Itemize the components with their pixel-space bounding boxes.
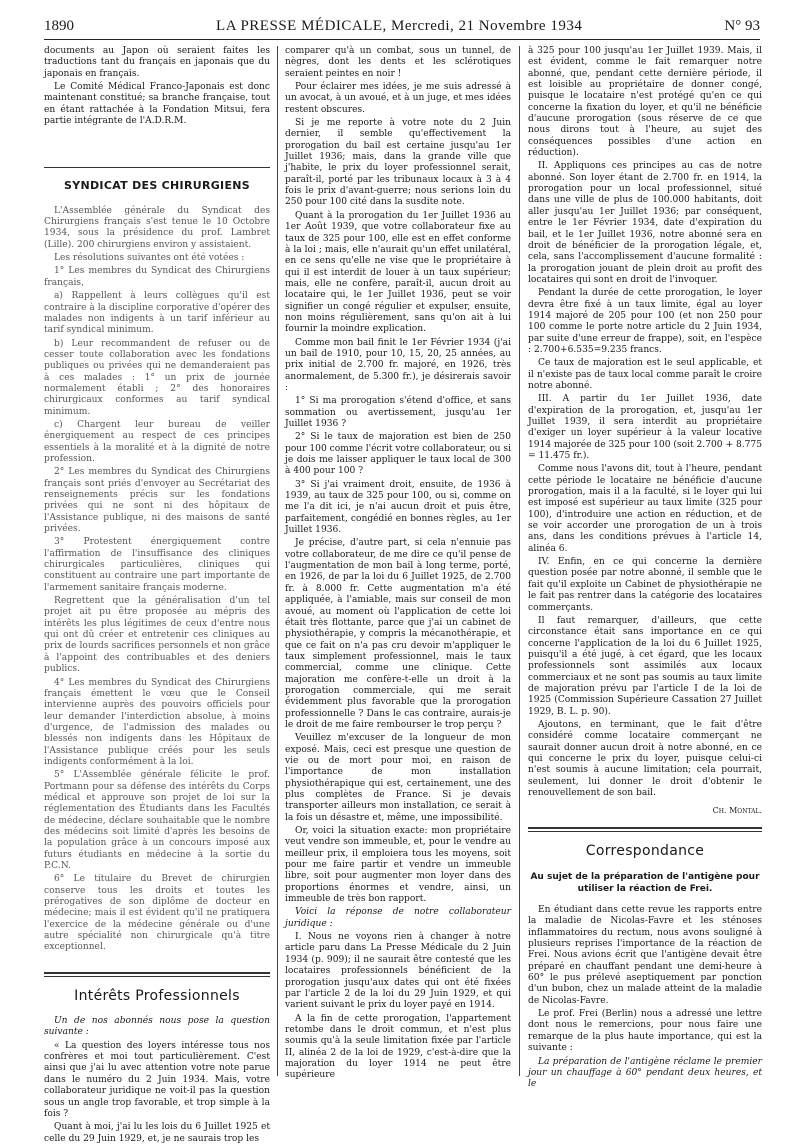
paragraph: Comme mon bail finit le 1er Février 1934 (j'ai un bail de 1910, pour 10, 15, 20, 25 années, au prix initial de 2.700 fr. majoré, en 1926, très anormalement, de 5.300 fr.), je désirerais savoir : [285,337,511,393]
paragraph: 2° Si le taux de majoration est bien de 250 pour 100 comme l'écrit votre collaborateur, ou si je dois me laisser appliquer le taux local de 300 à 400 pour 100 ? [285,432,511,477]
paragraph: II. Appliquons ces principes au cas de notre abonné. Son loyer étant de 2.700 fr. en 1914, la prorogation pour un local professionnel, situé dans une ville de plus de 100.000 habitants, doit aller jusqu'au 1er Juillet 1936; par conséquent, entre le 1er Février 1934, date d'expiration du bail, et le 1er Juillet 1936, notre abonné sera en droit de bénéficier de la prorogation légale, et, cela, sans l'accomplissement d'aucune formalité : la prorogation jouant de plein droit au profit des locataires qui sont en droit de l'invoquer. [528,161,762,285]
issue-number: N° 93 [724,18,760,34]
column-divider [519,46,520,1076]
paragraph: 3° Protestent énergiquement contre l'affirmation de l'insuffisance des cliniques chirurgicales particulières, cliniques qui constituent au contraire une part importante de l'armement sanitaire français moderne. [44,537,270,593]
paragraph: Pour éclairer mes idées, je me suis adressé à un avocat, à un avoué, et à un juge, et mes idées restent obscures. [285,82,511,115]
paragraph: A la fin de cette prorogation, l'appartement retombe dans le droit commun, et n'est plus soumis qu'à la seule limitation fixée par l'article II, alinéa 2 de la loi de 1929, c'est-à-dire que la majoration du loyer 1914 ne peut être supérieure [285,1013,511,1081]
paragraph: La préparation de l'antigène réclame le premier jour un chauffage à 60° pendant deux heures, et le [528,1056,762,1090]
paragraph: Le prof. Frei (Berlin) nous a adressé une lettre dont nous le remercions, pour nous faire une remarque de la plus haute importance, qui est la suivante : [528,1009,762,1054]
section-title-interets: Intérêts Professionnels [74,987,240,1004]
paragraph: Il faut remarquer, d'ailleurs, que cette circonstance était sans importance en ce qui concerne l'application de la loi du 6 Juillet 1925, puisqu'il a été jugé, à cet égard, que les locaux professionnels sont assimilés aux locaux commerciaux et ne sont pas soumis au taux limite de majoration prévu par l'article I de la loi de 1925 (Commission Supérieure Cassation 27 Juillet 1929, B. L. p. 90). [528,615,762,717]
paragraph: « La question des loyers intéresse tous nos confrères et moi tout particulièrement. C'est ainsi que j'ai lu avec attention votre note parue dans le numéro du 2 Juin 1934. Mais, votre collaborateur juridique ne voit-il pas la question sous un angle trop favorable, et trop simple à la fois ? [44,1040,270,1119]
author-signature: Ch. Montal. [712,806,762,816]
section-title-syndicat: SYNDICAT DES CHIRURGIENS [64,179,250,193]
paragraph: 2° Les membres du Syndicat des Chirurgiens français sont priés d'envoyer au Secrétariat des renseignements précis sur les fondations privées qui ne sont ni des hôpitaux de l'Assistance publique, ni des maisons de santé privées. [44,467,270,535]
column-1 [44,46,270,1144]
page-header [44,14,760,40]
paragraph: à 325 pour 100 jusqu'au 1er Juillet 1939. Mais, il est évident, comme le fait remarquer notre abonné, que, pendant cette dernière période, il est loisible au propriétaire de donner congé, puisque le locataire n'est protégé qu'en ce qui concerne la fixation du loyer, et qu'il ne bénéficie d'aucune prorogation (sous réserve de ce que nous dirons tout à l'heure, au sujet des conséquences possibles d'une action en réduction). [528,46,762,159]
paragraph: c) Chargent leur bureau de veiller énergiquement au respect de ces principes essentiels à la moralité et à la dignité de notre profession. [44,419,270,464]
column-2 [285,46,511,1081]
column-3 [528,46,762,1090]
paragraph: Ajoutons, en terminant, que le fait d'être considéré comme locataire commerçant ne saurait donner aucun droit à notre abonné, en ce qui concerne le prix du loyer, puisque celui-ci n'est soumis à aucune limitation; cela pourrait, seulement, lui donner le droit d'obtenir le renouvellement de son bail. [528,719,762,798]
column-divider [277,46,278,1076]
paragraph: En étudiant dans cette revue les rapports entre la maladie de Nicolas-Favre et les sténoses inflammatoires du rectum, nous avons souligné à plusieurs reprises l'importance de la réaction de Frei. Nous avions écrit que l'antigène devait être préparé en chauffant pendant une demi-heure à 60° le pus prélevé aseptiquement par ponction d'un bubon, chez un malade atteint de la maladie de Nicolas-Favre. [528,905,762,1006]
syndicat-body [44,206,270,954]
paragraph: a) Rappellent à leurs collègues qu'il est contraire à la discipline corporative d'opérer des malades non indigents à un tarif inférieur au tarif syndical minimum. [44,291,270,336]
paragraph: Un de nos abonnés nous pose la question suivante : [44,1016,270,1038]
paragraph: documents au Japon où seraient faites les traductions tant du français en japonais que du japonais en français. [44,46,270,79]
paragraph: Veuillez m'excuser de la longueur de mon exposé. Mais, ceci est presque une question de vie ou de mort pour moi, en raison de l'importance de mon installation physiothérapique qui est, certainement, une des plus complètes de France. Si je devais transporter ailleurs mon installation, ce serait à la fois un désastre et, même, une impossibilité. [285,733,511,823]
paragraph: Le Comité Médical Franco-Japonais est donc maintenant constitué; sa branche française, tout en étant rattachée à la Fondation Mitsui, fera partie intégrante de l'A.D.R.M. [44,82,270,127]
paragraph: L'Assemblée générale du Syndicat des Chirurgiens français s'est tenue le 10 Octobre 1934, sous la présidence du prof. Lambret (Lille). 200 chirurgiens environ y assistaient. [44,205,270,250]
paragraph: Comme nous l'avons dit, tout à l'heure, pendant cette période le locataire ne bénéficie d'aucune prorogation, mais il a la faculté, si le loyer qui lui est imposé est supérieur au taux limite (325 pour 100), d'introduire une action en réduction, et de se voir accorder une prorogation de un à trois ans, dans les conditions prévues à l'article 14, alinéa 6. [528,464,762,554]
paragraph: Or, voici la situation exacte: mon propriétaire veut vendre son immeuble, et, pour le vendre au meilleur prix, il emploiera tous les moyens, soit pour me faire partir et vendre un immeuble libre, soit pour augmenter mon loyer dans des proportions énormes et vendre, ainsi, un immeuble de très bon rapport. [285,826,511,905]
paragraph: I. Nous ne voyons rien à changer à notre article paru dans La Presse Médicale du 2 Juin 1934 (p. 909); il ne saurait être contesté que les locataires professionnels bénéficient de la prorogation jusqu'aux dates qui ont été fixées par l'article 2 de la loi du 29 Juin 1929, et qui varient suivant le prix du loyer payé en 1914. [285,932,511,1011]
paragraph: Si je me reporte à votre note du 2 Juin dernier, il semble qu'effectivement la prorogation du bail est certaine jusqu'au 1er Juillet 1936; mais, dans la grande ville que j'habite, le prix du loyer professionnel serait, paraît-il, porté par les tribunaux locaux à 3 à 4 fois le prix d'avant-guerre; nous serions loin du 250 pour 100 cité dans la susdite note. [285,118,511,208]
section-divider [528,827,762,832]
page-number: 1890 [44,18,74,34]
paragraph: Regrettent que la généralisation d'un tel projet ait pu être proposée au mépris des intérêts les plus légitimes de ceux d'entre nous qui ont dû créer et entretenir ces cliniques au prix de lourds sacrifices personnels et non grâce à l'appoint des contribuables et des deniers publics. [44,596,270,675]
paragraph: Ce taux de majoration est le seul applicable, et il n'existe pas de taux local comme paraît le croire notre abonné. [528,358,762,391]
section-divider [44,167,270,168]
paragraph: III. A partir du 1er Juillet 1936, date d'expiration de la prorogation, et, jusqu'au 1er Juillet 1939, il sera interdit au propriétaire d'exiger un loyer supérieur à la valeur locative 1914 majorée de 325 pour 100 (soit 2.700 + 8.775 = 11.475 fr.). [528,394,762,462]
journal-title: LA PRESSE MÉDICALE, Mercredi, 21 Novembre 1934 [216,18,583,34]
paragraph: 6° Le titulaire du Brevet de chirurgien conserve tous les droits et toutes les prérogatives de son diplôme de docteur en médecine; mais il est évident qu'il ne pratiquera l'exercice de la médecine générale ou d'une autre spécialité non chirurgicale qu'à titre exceptionnel. [44,874,270,953]
paragraph: Je précise, d'autre part, si cela n'ennuie pas votre collaborateur, de me dire ce qu'il pense de l'augmentation de mon bail à long terme, porté, en 1926, de par la loi du 6 Juillet 1925, de 2.700 fr. à 8.000 fr. Cette augmentation m'a été appliquée, à l'amiable, mais sur conseil de mon avoué, au moment où l'application de cette loi était très flottante, parce que j'ai un cabinet de physiothérapie, y compris la mécanothérapie, et que ce fait on n'a pas cru devoir m'appliquer le taux simplement professionnel, mais le taux commercial, comme une clinique. Cette majoration me confère-t-elle un droit à la prorogation commerciale, qui me serait évidemment plus favorable que la prorogation professionnelle ? Dans le cas contraire, aurais-je le droit de me faire rembourser le trop perçu ? [285,538,511,730]
section-divider [44,972,270,977]
paragraph: Les résolutions suivantes ont été votées : [54,253,245,264]
section-title-correspondance: Correspondance [585,842,705,859]
paragraph: comparer qu'à un combat, sous un tunnel, de nègres, dont les dents et les sclérotiques seraient peintes en noir ! [285,46,511,79]
paragraph: 1° Si ma prorogation s'étend d'office, et sans sommation ou avertissement, jusqu'au 1er Juillet 1936 ? [285,396,511,429]
article-subtitle: Au sujet de la préparation de l'antigène pour utiliser la réaction de Frei. [530,872,760,895]
paragraph: Quant à la prorogation du 1er Juillet 1936 au 1er Août 1939, que votre collaborateur fixe au taux de 325 pour 100, elle est en effet conforme à la loi ; mais, elle n'aurait qu'un effet unilatéral, en ce sens qu'elle ne vise que le propriétaire à qui il est interdit de louer à un taux supérieur; mais, elle ne confère, paraît-il, aucun droit au locataire qui, le 1er Juillet 1936, peut se voir signifier un congé régulier et expulser, ensuite, non moins régulièrement, sans qu'on ait à lui fournir la moindre explication. [285,210,511,335]
paragraph: 5° L'Assemblée générale félicite le prof. Portmann pour sa défense des intérêts du Corps médical et approuve son projet de loi sur la réglementation des Étudiants dans les Facultés de médecine, déclare souhaitable que le nombre des médecins soit limité d'après les besoins de la population grâce à un concours imposé aux futurs étudiants en médecine à la sortie du P.C.N. [44,770,270,871]
paragraph: Pendant la durée de cette prorogation, le loyer devra être fixé à un taux limite, égal au loyer 1914 majoré de 205 pour 100 (et non 250 pour 100 comme le porte notre article du 2 Juin 1934, par suite d'une erreur de frappe), soit, en l'espèce : 2.700+6.535=9.235 francs. [528,288,762,355]
paragraph: Quant à moi, j'ai lu les lois du 6 Juillet 1925 et celle du 29 Juin 1929, et, je ne saurais trop les [44,1122,270,1144]
paragraph: 4° Les membres du Syndicat des Chirurgiens français émettent le vœu que le Conseil intervienne auprès des pouvoirs officiels pour leur demander l'interdiction absolue, à moins d'urgence, de l'admission des malades ou blessés non indigents dans les Hôpitaux de l'Assistance publique créés pour les seuls indigents conformément à la loi. [44,677,270,767]
paragraph: IV. Enfin, en ce qui concerne la dernière question posée par notre abonné, il semble que le fait qu'il exploite un Cabinet de physiothérapie ne le fait pas rentrer dans la catégorie des locataires commerçants. [528,557,762,613]
paragraph: Voici la réponse de notre collaborateur juridique : [285,907,511,929]
paragraph: 3° Si j'ai vraiment droit, ensuite, de 1936 à 1939, au taux de 325 pour 100, ou si, comme on me l'a dit ici, je n'ai aucun droit et puis être, parfaitement, congédié en bonnes règles, au 1er Juillet 1936. [285,479,511,536]
paragraph: b) Leur recommandent de refuser ou de cesser toute collaboration avec les fondations publiques ou privées qui ne demanderaient pas à ces malades : 1° un prix de journée normalement établi ; 2° des honoraires chirurgicaux conformes au tarif syndical minimum. [44,338,270,417]
paragraph: 1° Les membres du Syndicat des Chirurgiens français, [44,266,270,288]
